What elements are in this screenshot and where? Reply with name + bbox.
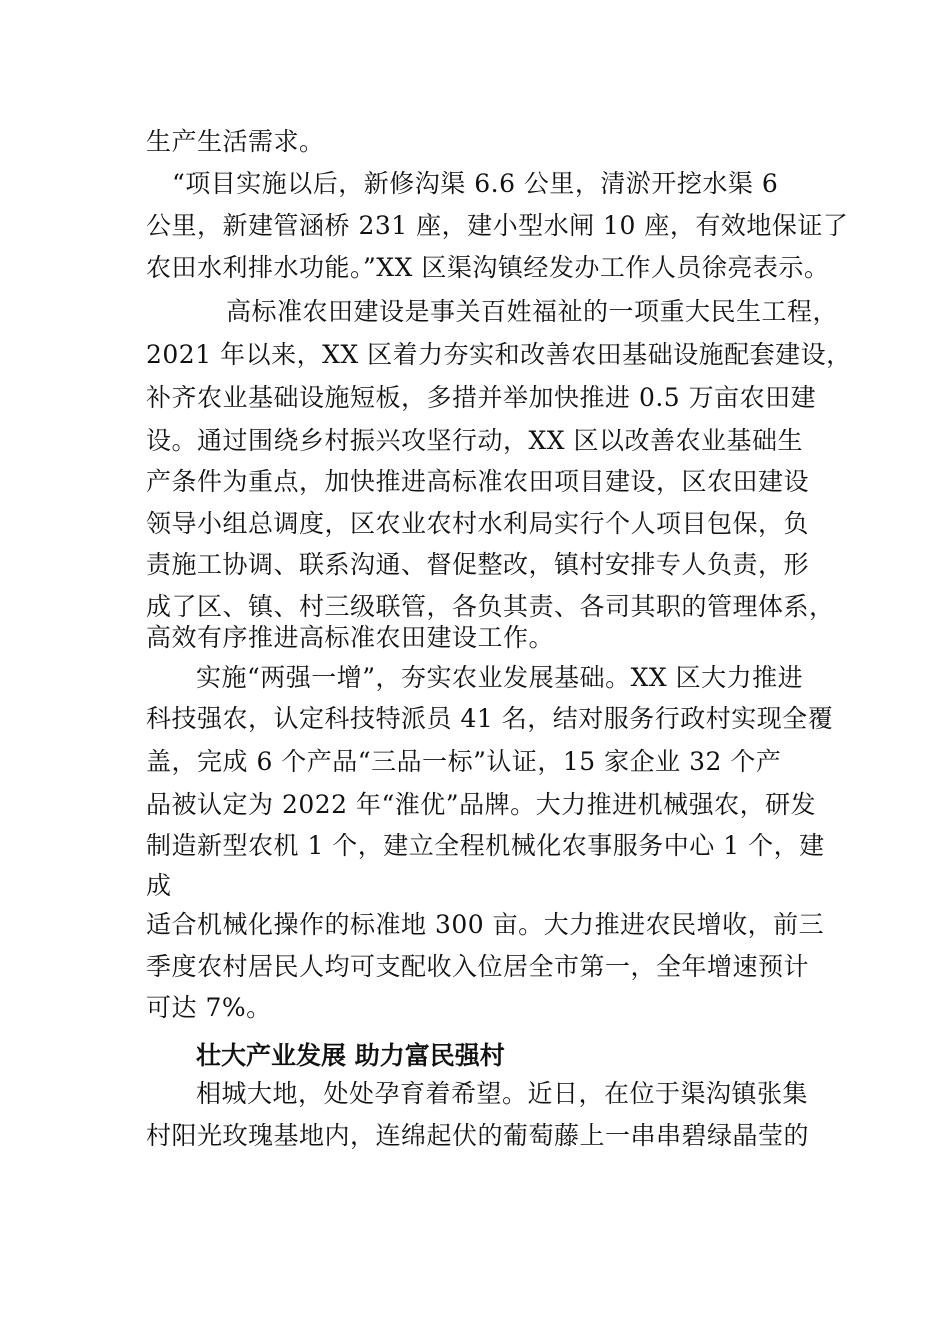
- text-line: 实施“两强一增”，夯实农业发展基础。XX 区大力推进: [196, 663, 804, 692]
- text-line: 成了区、镇、村三级联管，各负其责、各司其职的管理体系，: [146, 592, 835, 621]
- text-line: 科技强农，认定科技特派员 41 名，结对服务行政村实现全覆: [146, 704, 834, 733]
- text-line: 设。通过围绕乡村振兴攻坚行动，XX 区以改善农业基础生: [146, 426, 804, 455]
- text-line: 公里，新建管涵桥 231 座，建小型水闸 10 座，有效地保证了: [146, 211, 849, 240]
- text-line: 村阳光玫瑰基地内，连绵起伏的葡萄藤上一串串碧绿晶莹的: [146, 1121, 810, 1150]
- text-line: 责施工协调、联系沟通、督促整改，镇村安排专人负责，形: [146, 550, 810, 579]
- text-line: 产条件为重点，加快推进高标准农田项目建设，区农田建设: [146, 467, 810, 496]
- text-line: 可达 7%。: [146, 993, 272, 1022]
- text-line: 季度农村居民人均可支配收入位居全市第一，全年增速预计: [146, 952, 810, 981]
- text-line: 高效有序推进高标准农田建设工作。: [146, 623, 555, 652]
- text-line: 生产生活需求。: [146, 127, 325, 156]
- section-heading: 壮大产业发展 助力富民强村: [196, 1041, 505, 1070]
- text-line: 相城大地，处处孕育着希望。近日，在位于渠沟镇张集: [196, 1079, 809, 1108]
- text-line: 成: [146, 871, 172, 900]
- text-line: 补齐农业基础设施短板，多措并举加快推进 0.5 万亩农田建: [146, 383, 817, 412]
- text-line: 农田水利排水功能。”XX 区渠沟镇经发办工作人员徐亮表示。: [146, 253, 830, 282]
- text-line: 品被认定为 2022 年“淮优”品牌。大力推进机械强农，研发: [146, 790, 817, 819]
- text-line: 2021 年以来，XX 区着力夯实和改善农田基础设施配套建设，: [146, 340, 852, 369]
- text-line: 制造新型农机 1 个，建立全程机械化农事服务中心 1 个，建: [146, 831, 825, 860]
- text-line: 盖，完成 6 个产品“三品一标”认证，15 家企业 32 个产: [146, 747, 782, 776]
- text-line: 高标准农田建设是事关百姓福祉的一项重大民生工程，: [226, 297, 839, 326]
- text-line: “项目实施以后，新修沟渠 6.6 公里，清淤开挖水渠 6: [172, 169, 779, 198]
- text-line: 领导小组总调度，区农业农村水利局实行个人项目包保，负: [146, 509, 810, 538]
- text-line: 适合机械化操作的标准地 300 亩。大力推进农民增收，前三: [146, 910, 825, 939]
